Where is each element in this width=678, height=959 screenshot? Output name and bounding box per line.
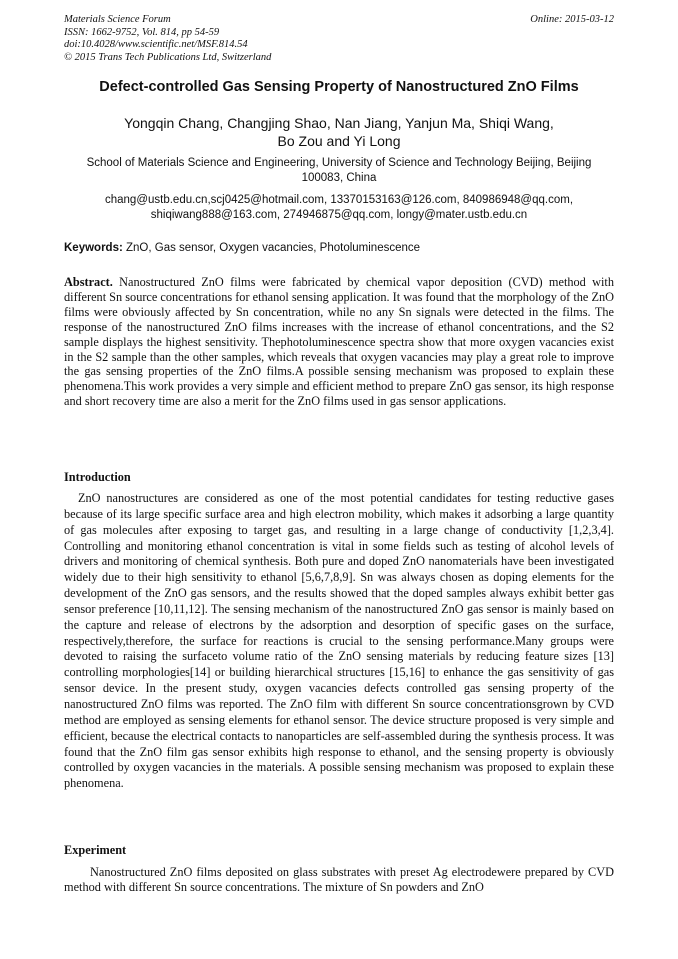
authors-line-2: Bo Zou and Yi Long <box>277 133 401 149</box>
emails-line-1: chang@ustb.edu.cn,scj0425@hotmail.com, 13370153163@126.com, 840986948@qq.com, <box>104 194 574 206</box>
abstract <box>64 275 614 409</box>
affiliation-line-1: School of Materials Science and Engineering, University of Science and Technology Beijing, Beijing <box>86 157 592 169</box>
journal-header <box>64 14 271 64</box>
experiment-heading: Experiment <box>64 843 127 857</box>
experiment-paragraph: Nanostructured ZnO films deposited on glass substrates with preset Ag electrodewere prepared by CVD method with different Sn source concentrations. The mixture of Sn powders and ZnO <box>64 865 614 895</box>
doi-line: doi:10.4028/www.scientific.net/MSF.814.54 <box>64 39 248 50</box>
issn-line: ISSN: 1662-9752, Vol. 814, pp 54-59 <box>64 26 220 38</box>
affiliation <box>50 156 628 185</box>
authors-line-1: Yongqin Chang, Changjing Shao, Nan Jiang, Yanjun Ma, Shiqi Wang, <box>124 115 554 131</box>
online-date: Online: 2015-03-12 <box>530 14 614 25</box>
paper-title: Defect-controlled Gas Sensing Property of Nanostructured ZnO Films <box>99 79 579 95</box>
keywords-label: Keywords: <box>64 242 123 254</box>
abstract-text: Nanostructured ZnO films were fabricated by chemical vapor deposition (CVD) method with different Sn source concentrations for ethanol sensing application. It was found that the morphology of the ZnO films were obviously affected by Sn concentration, while no any Sn signals were detected in the films. The response of the nanostructured ZnO films increases with the increase of ethanol concentrations, and the S2 sample displays the highest sensitivity. Thephotoluminescence spectra show that more oxygen vacancies exist in the S2 sample than the other samples, which reveals that oxygen vacancies may play a great role to improve the gas sensing properties of the ZnO films.A possible sensing mechanism was proposed to explain these phenomena.This work provides a very simple and efficient method to prepare ZnO gas sensor, its high response and short recovery time are also a merit for the ZnO films used in gas sensor applications. <box>64 275 614 409</box>
introduction-paragraph: ZnO nanostructures are considered as one of the most potential candidates for testing reductive gases because of its large specific surface area and high electron mobility, which makes it adsorbing a large quantity of gas molecules after exposing to target gas, and resulting in a large change of conductivity [1,2,3,4]. Controlling and monitoring ethanol concentration is vital in some fields such as testing of alcohol levels of drivers and monitoring of chemical synthesis. Both pure and doped ZnO nanomaterials have been investigated widely due to their high sensitivity to ethanol [5,6,7,8,9]. Sn was always chosen as doping elements for the development of the ZnO gas sensors, and the results showed that the doped samples always exhibit better gas sensor preference [10,11,12]. The sensing mechanism of the nanostructured ZnO gas sensor is mainly based on the capture and release of electrons by the adsorption and desorption of specific gases on the surface, respectively,therefore, the surface for reactions is crucial to the sensing performance.Many groups were devoted to raising the surfaceto volume ratio of the ZnO sensing materials by reducing feature sizes [13] controlling morphologies[14] or building hierarchical structures [15,16] to enhance the gas sensitivity of gas sensor device. In the present study, oxygen vacancies defects controlled gas sensing property of the nanostructured ZnO films was reported. The ZnO film with different Sn source concentrationsgrown by CVD method are employed as sensing elements for ethanol sensor. The device structure proposed is very simple and efficient, because the electrical contacts to nanoparticles are self-assembled during the synthesis process. It was found that the ZnO film gas sensor exhibits high response to ethanol, and the sensing property is obviously controlled by oxygen vacancies in the materials. A possible sensing mechanism was proposed to explain these phenomena. <box>64 491 614 791</box>
keywords <box>64 241 614 256</box>
emails-line-2: shiqiwang888@163.com, 274946875@qq.com, longy@mater.ustb.edu.cn <box>150 208 528 221</box>
author-list <box>40 114 638 150</box>
keywords-text: ZnO, Gas sensor, Oxygen vacancies, Photoluminescence <box>122 242 421 254</box>
abstract-label: Abstract. <box>64 275 113 289</box>
copyright-line: © 2015 Trans Tech Publications Ltd, Switzerland <box>64 51 272 63</box>
journal-name: Materials Science Forum <box>64 14 171 25</box>
author-emails <box>50 193 628 222</box>
introduction-heading: Introduction <box>64 470 131 484</box>
affiliation-line-2: 100083, China <box>301 171 377 184</box>
